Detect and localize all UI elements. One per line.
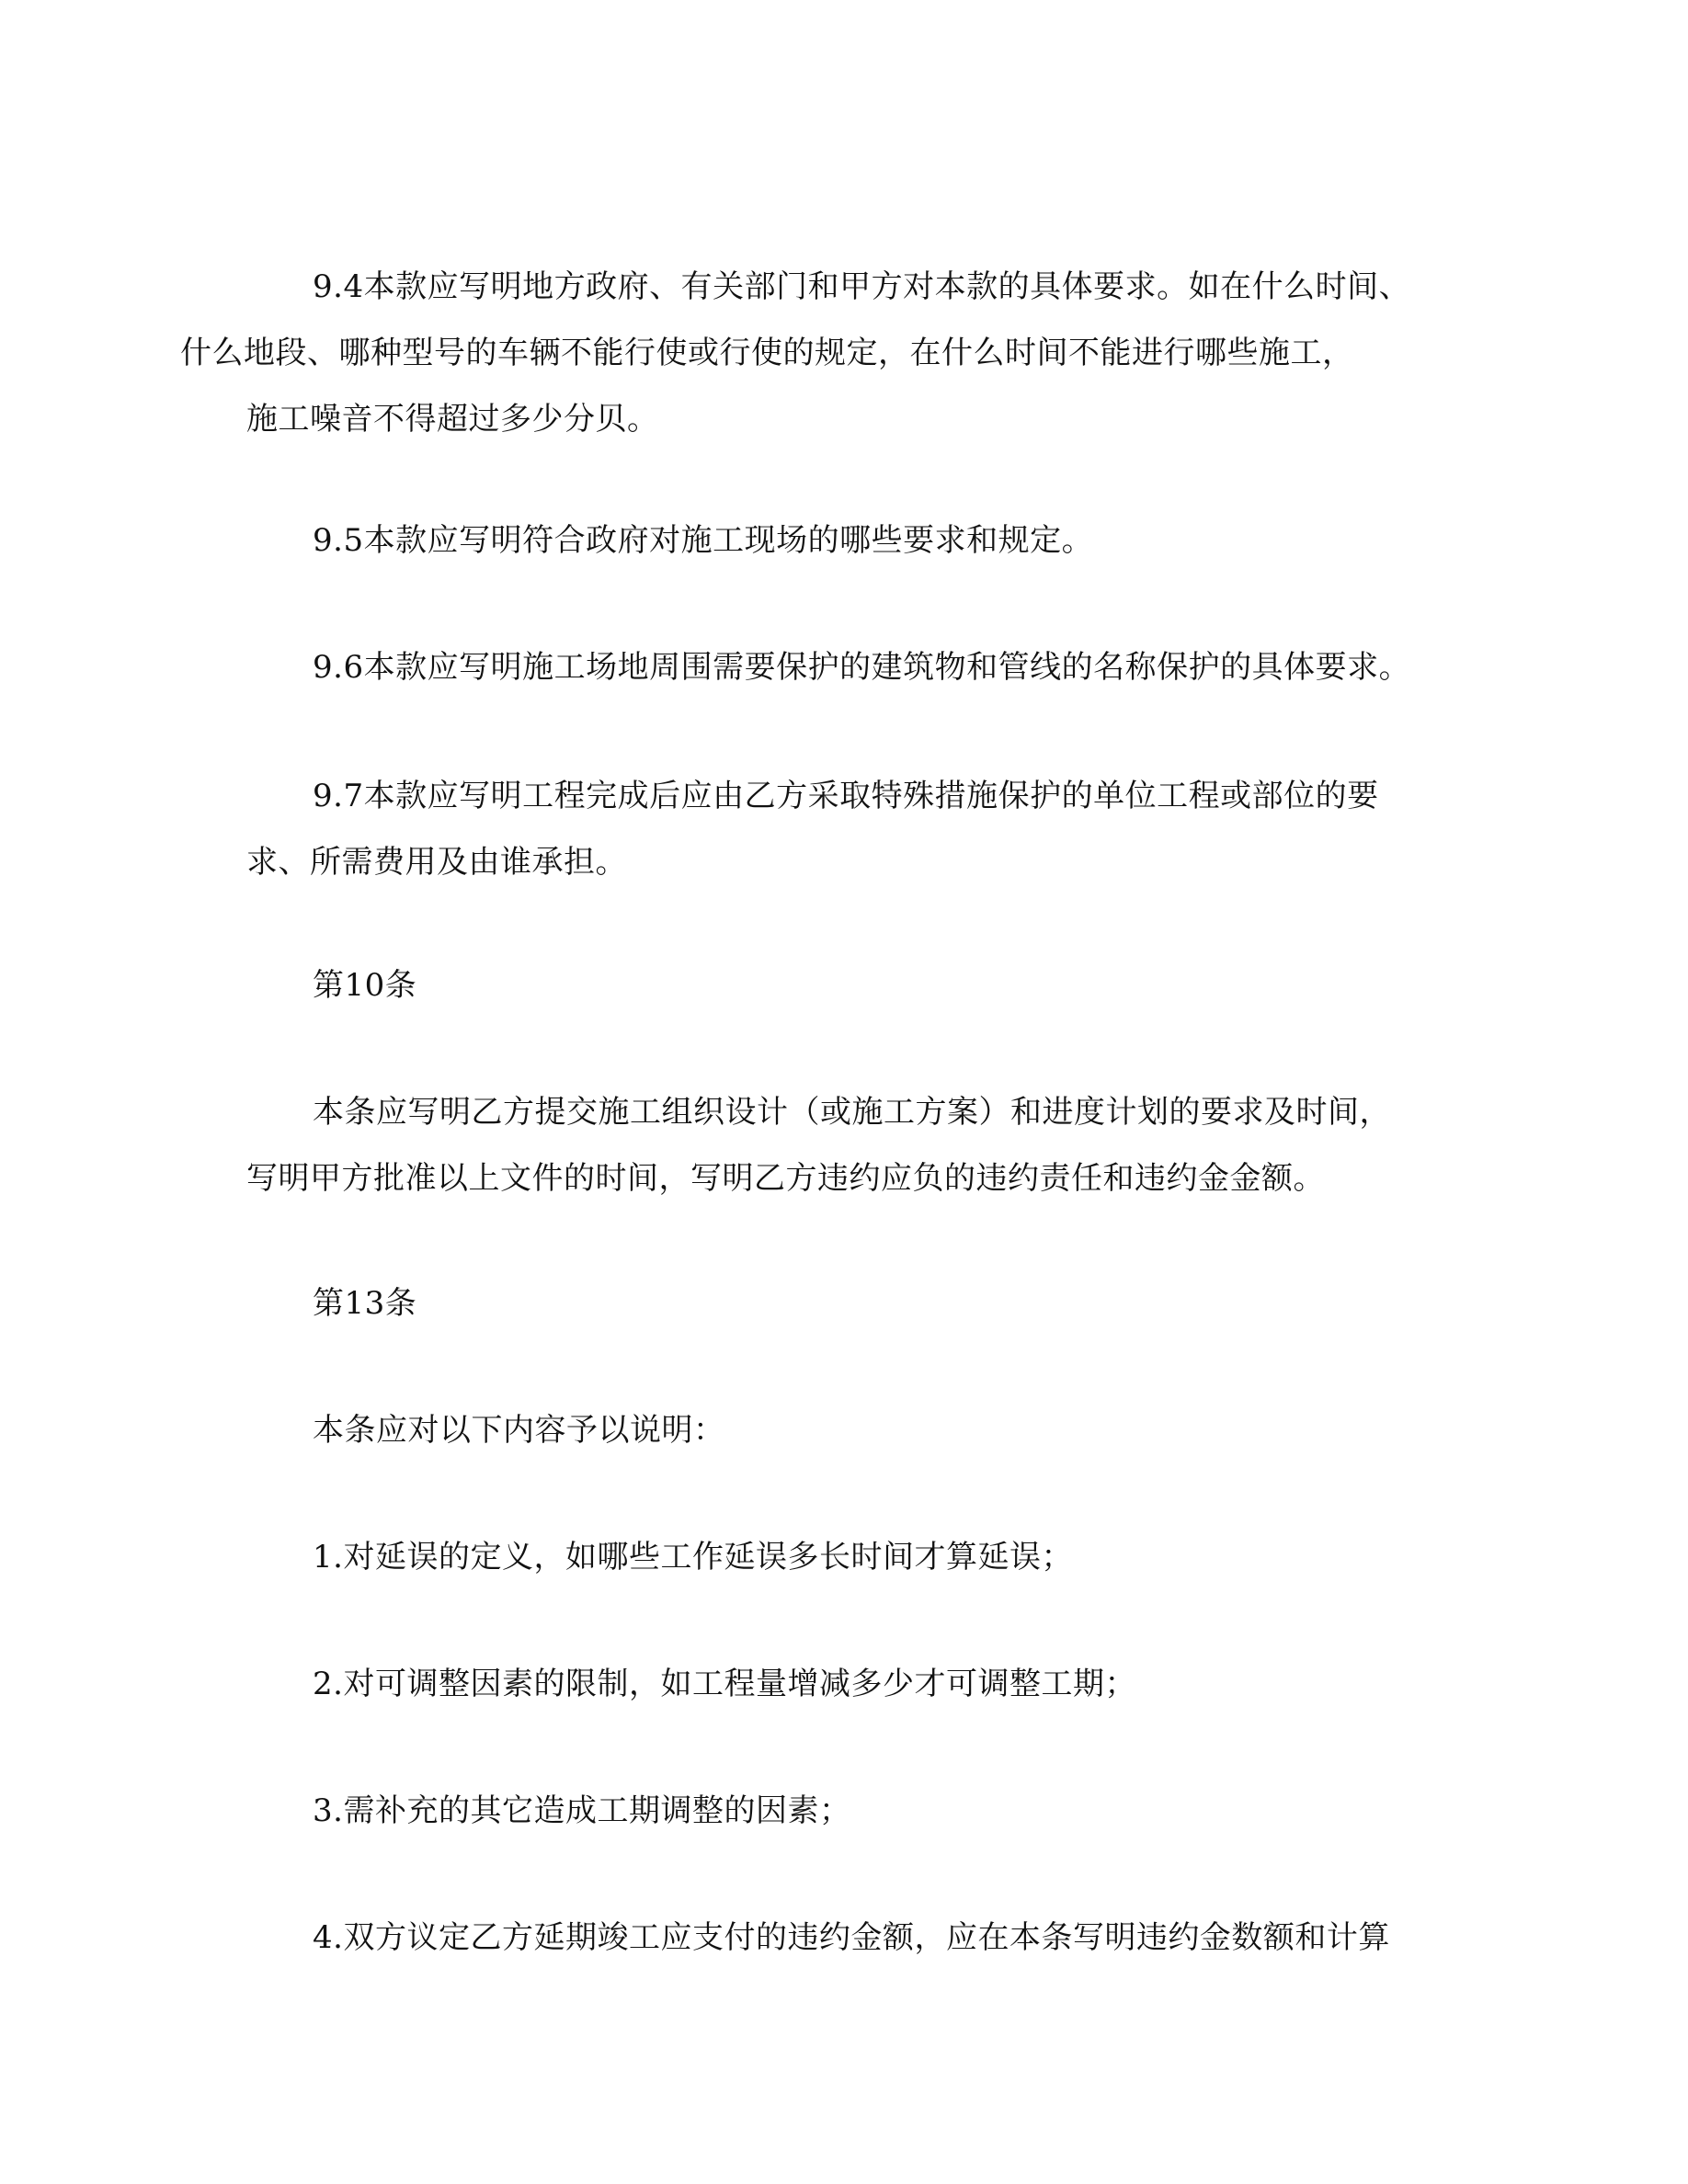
list-item-1 [246,1524,1442,1590]
list-item-4 [246,1905,1442,1971]
text-line: 3.需补充的其它造成工期调整的因素； [313,1792,851,1829]
text-line: 第10条 [313,967,417,1004]
text-line: 本条应写明乙方提交施工组织设计（或施工方案）和进度计划的要求及时间， [313,1094,1391,1131]
paragraph-9-6 [246,634,1442,700]
paragraph-9-4 [180,254,1442,452]
text-line: 求、所需费用及由谁承担。 [246,844,627,881]
list-item-3 [246,1778,1442,1844]
paragraph-article-13-intro [246,1397,1442,1463]
paragraph-article-10 [246,1079,1442,1211]
text-line: 9.4本款应写明地方政府、有关部门和甲方对本款的具体要求。如在什么时间、 [313,268,1411,305]
text-line: 1.对延误的定义，如哪些工作延误多长时间才算延误； [313,1539,1073,1575]
section-heading-13 [246,1270,1442,1337]
text-line: 9.7本款应写明工程完成后应由乙方采取特殊措施保护的单位工程或部位的要 [313,778,1379,814]
section-heading-10 [246,952,1442,1018]
text-line: 什么地段、哪种型号的车辆不能行使或行使的规定，在什么时间不能进行哪些施工， [180,335,1354,371]
paragraph-9-7 [246,763,1442,895]
text-line: 写明甲方批准以上文件的时间，写明乙方违约应负的违约责任和违约金金额。 [246,1160,1325,1197]
text-line: 9.5本款应写明符合政府对施工现场的哪些要求和规定。 [313,522,1094,559]
list-item-2 [246,1651,1442,1717]
text-line: 施工噪音不得超过多少分贝。 [246,401,659,438]
text-line: 第13条 [313,1285,417,1322]
paragraph-9-5 [246,507,1442,574]
text-line: 9.6本款应写明施工场地周围需要保护的建筑物和管线的名称保护的具体要求。 [313,649,1411,686]
text-line: 4.双方议定乙方延期竣工应支付的违约金额，应在本条写明违约金数额和计算 [313,1919,1390,1956]
text-line: 2.对可调整因素的限制，如工程量增减多少才可调整工期； [313,1666,1136,1702]
text-line: 本条应对以下内容予以说明： [313,1412,725,1449]
